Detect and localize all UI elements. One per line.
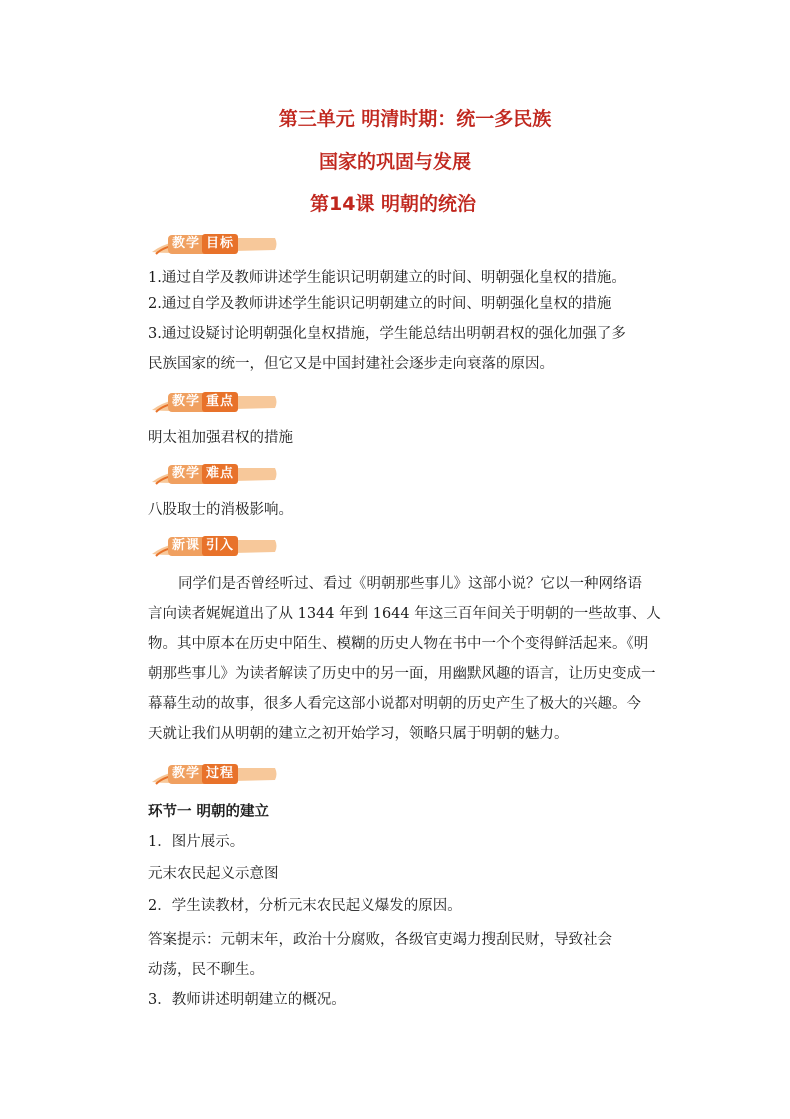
objective-line-1: 1.通过自学及教师讲述学生能识记明朝建立的时间、明朝强化皇权的措施。 [148,270,626,286]
section-label-part1: 教学 [172,236,201,251]
intro-line-2: 言向读者娓娓道出了从 1344 年到 1644 年这三百年间关于明朝的一些故事、人 [148,606,661,622]
section-header-key-points [150,390,280,414]
section-header-process [150,762,280,786]
unit-title-line2: 国家的巩固与发展 [318,151,471,173]
intro-line-5: 幕幕生动的故事，很多人看完这部小说都对明朝的历史产生了极大的兴趣。今 [148,696,641,712]
section-header-difficulties [150,462,280,486]
section-label-part2: 过程 [202,764,238,784]
intro-line-4: 朝那些事儿》为读者解读了历史中的另一面，用幽默风趣的语言，让历史变成一 [148,666,656,682]
section-header-objectives [150,232,280,256]
lesson-title: 第14课 明朝的统治 [309,193,477,215]
intro-line-1: 同学们是否曾经听过、看过《明朝那些事儿》这部小说？它以一种网络语 [178,576,642,592]
difficulty-text: 八股取士的消极影响。 [148,502,293,518]
section-label-part2: 目标 [202,234,238,254]
intro-line-3: 物。其中原本在历史中陌生、模糊的历史人物在书中一个个变得鲜活起来。《明 [148,636,649,652]
section-label-part1: 教学 [172,766,201,781]
section-label-part2: 重点 [202,392,238,412]
process-item-4: 答案提示：元朝末年，政治十分腐败，各级官吏竭力搜刮民财，导致社会 [148,932,612,948]
objective-line-4: 民族国家的统一，但它又是中国封建社会逐步走向衰落的原因。 [148,356,554,372]
process-item-2: 元末农民起义示意图 [148,866,279,882]
step1-title: 环节一 明朝的建立 [148,804,270,820]
process-item-6: 3．教师讲述明朝建立的概况。 [148,992,346,1008]
section-label-part1: 教学 [172,394,201,409]
unit-title-line1: 第三单元 明清时期：统一多民族 [278,108,552,130]
section-header-introduction [150,534,280,558]
section-label-part1: 新课 [172,538,201,553]
section-label-part1: 教学 [172,466,201,481]
section-label-part2: 难点 [202,464,238,484]
process-item-1: 1．图片展示。 [148,834,245,850]
section-label-part2: 引入 [202,536,238,556]
objective-line-2: 2.通过自学及教师讲述学生能识记明朝建立的时间、明朝强化皇权的措施 [148,296,612,312]
key-point-text: 明太祖加强君权的措施 [148,430,293,446]
objective-line-3: 3.通过设疑讨论明朝强化皇权措施，学生能总结出明朝君权的强化加强了多 [148,326,626,342]
process-item-3: 2．学生读教材，分析元末农民起义爆发的原因。 [148,898,462,914]
process-item-5: 动荡，民不聊生。 [148,962,264,978]
intro-line-6: 天就让我们从明朝的建立之初开始学习，领略只属于明朝的魅力。 [148,726,569,742]
